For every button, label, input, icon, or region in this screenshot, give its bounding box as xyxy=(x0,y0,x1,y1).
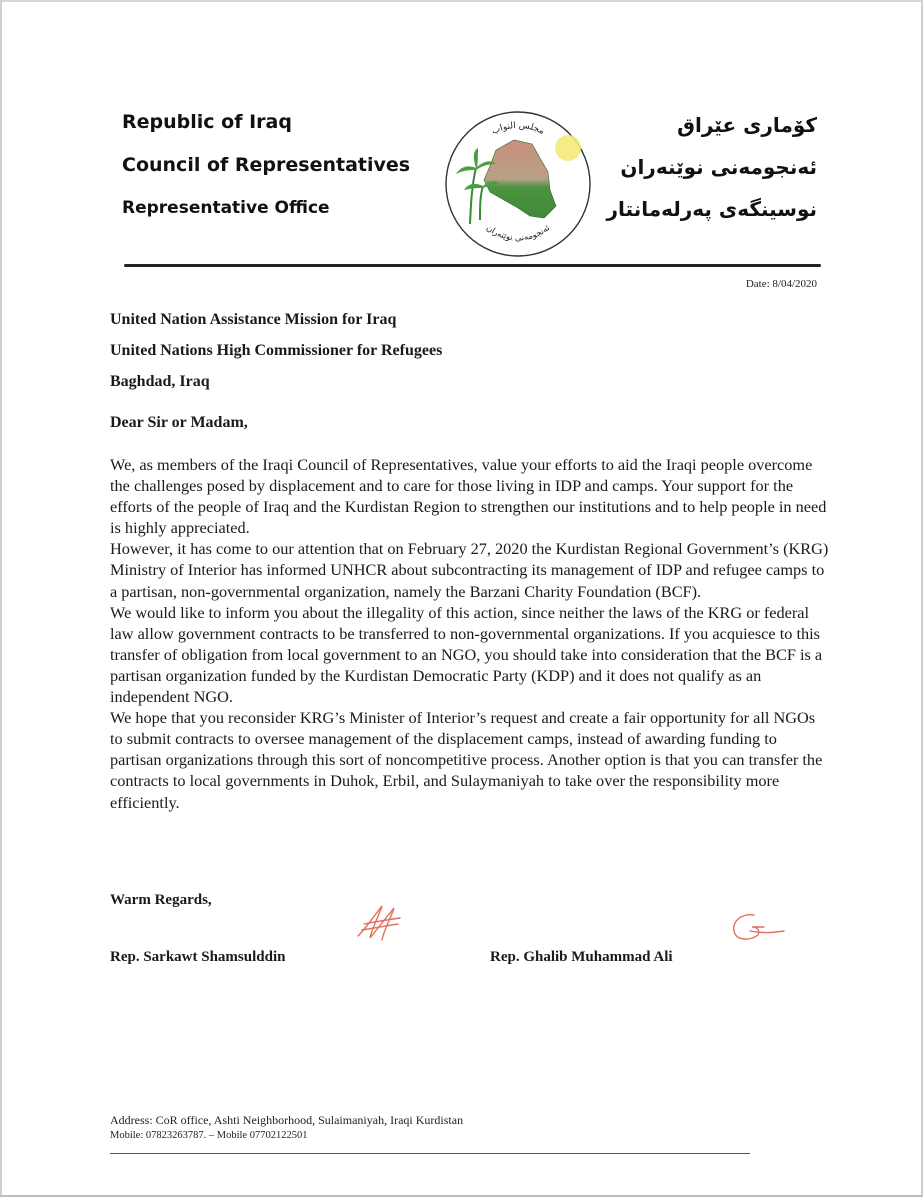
closing-phrase: Warm Regards, xyxy=(110,892,212,908)
letter-footer xyxy=(110,1113,463,1143)
signature-left xyxy=(352,898,408,946)
footer-mobile: Mobile: 07823263787. – Mobile 07702122501 xyxy=(110,1130,308,1141)
recipient-line-2: United Nations High Commissioner for Refugees xyxy=(110,342,443,359)
salutation: Dear Sir or Madam, xyxy=(110,414,248,431)
page-edge-left xyxy=(0,0,2,1197)
footer-address: Address: CoR office, Ashti Neighborhood, Sulaimaniyah, Iraqi Kurdistan xyxy=(110,1113,464,1127)
recipient-line-1: United Nation Assistance Mission for Iraq xyxy=(110,311,397,328)
body-paragraph-4: We hope that you reconsider KRG’s Minister of Interior’s request and create a fair opportunity for all NGOs to submit contracts to oversee management of the displacement camps, instead of awarding funding to partisan organizations through this sort of noncompetitive process. Another option is that you can transfer the contracts to local governments in Duhok, Erbil, and Sulaymaniyah to take over the responsibility more efficiently. xyxy=(110,708,823,812)
letterhead-council-kurdish: ئەنجومەنی نوێنەران xyxy=(620,155,817,179)
letterhead-office-kurdish: نوسینگەی پەرلەمانتار xyxy=(606,197,817,221)
page-edge-top xyxy=(0,0,923,2)
recipient-block xyxy=(110,312,442,405)
body-paragraph-3: We would like to inform you about the illegality of this action, since neither the laws of the KRG or federal law allow government contracts to be transferred to non-governmental organizations. If you acquiesce to this transfer of obligation from local government to an NGO, you should take into consideration that the BCF is a partisan organization funded by the Kurdistan Democratic Party (KDP) and it does not qualify as an independent NGO. xyxy=(110,602,823,707)
footer-divider xyxy=(110,1153,750,1154)
letter-date: Date: 8/04/2020 xyxy=(745,278,817,290)
signer-name-left: Rep. Sarkawt Shamsulddin xyxy=(110,949,286,965)
body-paragraph-1: We, as members of the Iraqi Council of Representatives, value your efforts to aid the Iraqi people overcome the challenges posed by displacement and to care for those living in IDP and camps. Your support for the efforts of the people of Iraq and the Kurdistan Region to strengthen our institutions and to help people in need is highly appreciated. xyxy=(110,455,827,538)
letterhead-country: Republic of Iraq xyxy=(122,111,292,133)
recipient-line-3: Baghdad, Iraq xyxy=(110,373,210,390)
signature-right xyxy=(724,905,788,953)
letter-body xyxy=(110,454,830,813)
seal-arabic-text: مجلس النواب xyxy=(490,120,546,137)
letterhead-office: Representative Office xyxy=(122,198,330,218)
council-seal-logo xyxy=(444,110,592,258)
letterhead-divider xyxy=(124,264,821,267)
letterhead-council: Council of Representatives xyxy=(122,154,411,176)
letterhead-country-kurdish: كۆماری عێراق xyxy=(677,113,817,137)
body-paragraph-2: However, it has come to our attention that on February 27, 2020 the Kurdistan Regional Government’s (KRG) Ministry of Interior has informed UNHCR about subcontracting its management of IDP and refugee camps to a partisan, non-governmental organization, namely the Barzani Charity Foundation (BCF). xyxy=(110,539,829,601)
seal-kurdish-text: ئەنجومەنی نوێنەران xyxy=(484,223,552,244)
signer-name-right: Rep. Ghalib Muhammad Ali xyxy=(490,949,673,965)
